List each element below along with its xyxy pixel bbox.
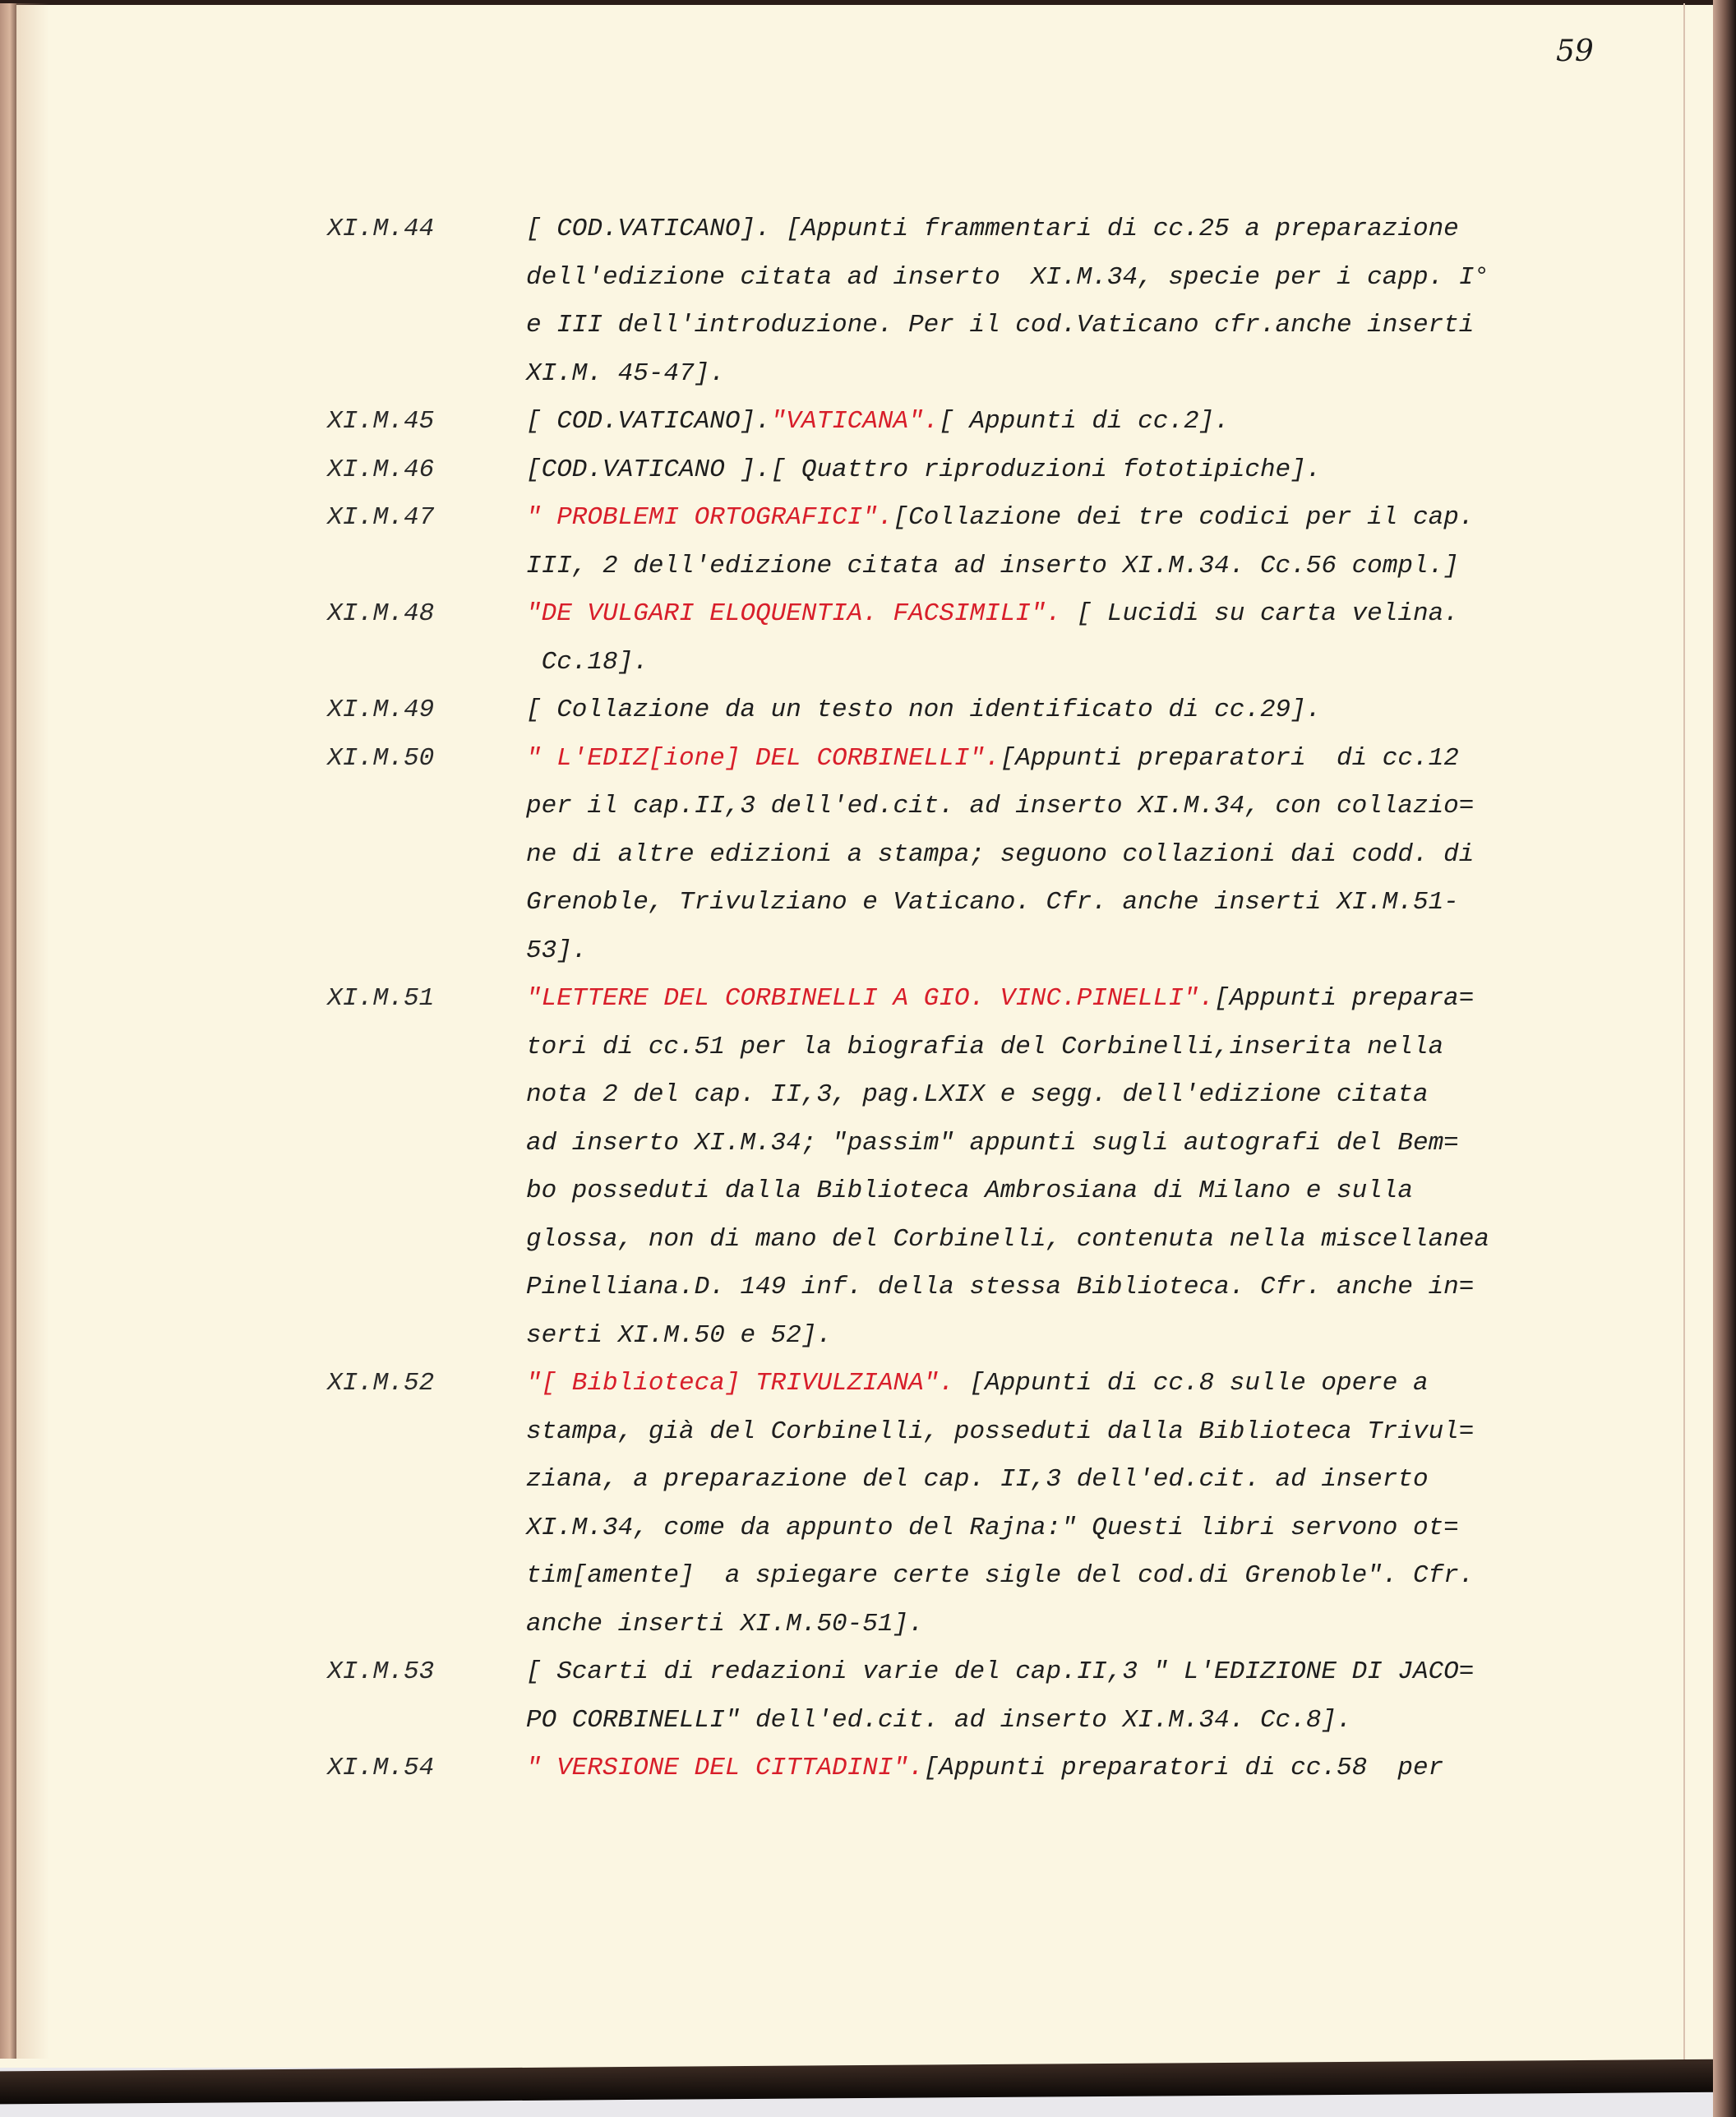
entry-description	[526, 1648, 1595, 1745]
entry-description	[526, 446, 1595, 495]
description-line	[526, 1216, 1595, 1264]
title-text-red: "VATICANA".	[770, 407, 940, 436]
body-text: [ Scarti di redazioni varie del cap.II,3 " L'EDIZIONE DI JACO=	[526, 1657, 1475, 1686]
description-line	[526, 686, 1595, 735]
entry-shelfmark: XI.M.49	[327, 696, 435, 724]
body-text: dell'edizione citata ad inserto XI.M.34, specie per i capp. I°	[526, 262, 1489, 292]
body-text: [ Appunti di cc.2].	[939, 407, 1230, 436]
entry-description	[526, 590, 1595, 686]
inventory-entry	[0, 975, 1736, 1360]
body-text: e III dell'introduzione. Per il cod.Vaticano cfr.anche inserti	[526, 311, 1475, 340]
body-text: ziana, a preparazione del cap. II,3 dell'ed.cit. ad inserto	[526, 1465, 1429, 1494]
description-line	[526, 1456, 1595, 1505]
body-text: nota 2 del cap. II,3, pag.LXIX e segg. dell'edizione citata	[526, 1080, 1429, 1109]
body-text: [Appunti prepara=	[1214, 984, 1475, 1013]
inventory-entry	[0, 590, 1736, 686]
inventory-entry	[0, 735, 1736, 976]
body-text: [Appunti preparatori di cc.12	[1000, 743, 1459, 773]
body-text: serti XI.M.50 e 52].	[526, 1320, 833, 1350]
entry-shelfmark: XI.M.46	[327, 455, 435, 484]
entry-shelfmark: XI.M.50	[327, 743, 435, 773]
title-text-red: " VERSIONE DEL CITTADINI".	[526, 1754, 924, 1782]
body-text: [ COD.VATICANO]. [Appunti frammentari di cc.25 a preparazione	[526, 215, 1459, 243]
description-line	[526, 1505, 1595, 1553]
description-line	[526, 1312, 1595, 1361]
body-text: tori di cc.51 per la biografia del Corbinelli,inserita nella	[526, 1032, 1444, 1061]
entry-description	[526, 206, 1595, 398]
body-text: [ Lucidi su carta velina.	[1061, 599, 1459, 628]
entry-shelfmark: XI.M.54	[327, 1754, 435, 1782]
entry-shelfmark: XI.M.52	[327, 1369, 435, 1398]
description-line	[526, 975, 1595, 1024]
body-text: PO CORBINELLI" dell'ed.cit. ad inserto XI.M.34. Cc.8].	[526, 1705, 1352, 1735]
description-line	[526, 1745, 1595, 1793]
description-line	[526, 206, 1595, 254]
entry-shelfmark: XI.M.47	[327, 503, 435, 532]
inventory-entry	[0, 398, 1736, 446]
description-line	[526, 735, 1595, 783]
description-line	[526, 1697, 1595, 1745]
body-text: Cc.18].	[526, 647, 649, 677]
body-text: [COD.VATICANO ].[ Quattro riproduzioni fototipiche].	[526, 455, 1322, 484]
entry-shelfmark: XI.M.45	[327, 407, 435, 436]
title-text-red: "DE VULGARI ELOQUENTIA. FACSIMILI".	[526, 599, 1062, 628]
description-line	[526, 1408, 1595, 1457]
description-line	[526, 1071, 1595, 1120]
description-line	[526, 831, 1595, 880]
body-text: per il cap.II,3 dell'ed.cit. ad inserto XI.M.34, con collazio=	[526, 792, 1475, 820]
inventory-entries	[0, 206, 1736, 1793]
body-text: III, 2 dell'edizione citata ad inserto XI.M.34. Cc.56 compl.]	[526, 551, 1459, 580]
entry-description	[526, 1360, 1595, 1648]
description-line	[526, 494, 1595, 543]
inventory-entry	[0, 494, 1736, 590]
body-text: [Appunti preparatori di cc.58 per	[923, 1754, 1444, 1782]
entry-description	[526, 975, 1595, 1360]
body-text: ad inserto XI.M.34; "passim" appunti sugli autografi del Bem=	[526, 1128, 1459, 1158]
page-number: 59	[1556, 35, 1594, 68]
title-text-red: "LETTERE DEL CORBINELLI A GIO. VINC.PINELLI".	[526, 984, 1215, 1013]
body-text: glossa, non di mano del Corbinelli, contenuta nella miscellanea	[526, 1224, 1489, 1254]
entry-description	[526, 494, 1595, 590]
inventory-entry	[0, 686, 1736, 735]
entry-shelfmark: XI.M.51	[327, 984, 435, 1013]
page-top-edge	[0, 0, 1736, 5]
title-text-red: " PROBLEMI ORTOGRAFICI".	[526, 503, 893, 532]
book-right-edge	[1713, 0, 1736, 2117]
entry-shelfmark: XI.M.53	[327, 1657, 435, 1686]
body-text: [Collazione dei tre codici per il cap.	[893, 503, 1475, 532]
description-line	[526, 350, 1595, 399]
description-line	[526, 1167, 1595, 1216]
inventory-entry	[0, 1648, 1736, 1745]
body-text: anche inserti XI.M.50-51].	[526, 1609, 924, 1639]
description-line	[526, 783, 1595, 831]
description-line	[526, 1264, 1595, 1312]
description-line	[526, 1360, 1595, 1408]
inventory-entry	[0, 1360, 1736, 1648]
description-line	[526, 1601, 1595, 1649]
body-text: bo posseduti dalla Biblioteca Ambrosiana di Milano e sulla	[526, 1176, 1413, 1205]
description-line	[526, 446, 1595, 495]
entry-description	[526, 1745, 1595, 1793]
entry-shelfmark: XI.M.44	[327, 215, 435, 243]
body-text: 53].	[526, 936, 588, 965]
inventory-entry	[0, 1745, 1736, 1793]
body-text: [ Collazione da un testo non identificato di cc.29].	[526, 696, 1322, 724]
description-line	[526, 254, 1595, 303]
description-line	[526, 879, 1595, 927]
title-text-red: "[ Biblioteca] TRIVULZIANA".	[526, 1369, 954, 1398]
body-text: XI.M.34, come da appunto del Rajna:" Questi libri servono ot=	[526, 1513, 1459, 1542]
description-line	[526, 1648, 1595, 1697]
description-line	[526, 1120, 1595, 1168]
entry-description	[526, 686, 1595, 735]
body-text: [Appunti di cc.8 sulle opere a	[953, 1369, 1429, 1398]
inventory-entry	[0, 446, 1736, 495]
description-line	[526, 398, 1595, 446]
description-line	[526, 590, 1595, 639]
description-line	[526, 639, 1595, 687]
body-text: Pinelliana.D. 149 inf. della stessa Biblioteca. Cfr. anche in=	[526, 1273, 1475, 1301]
body-text: stampa, già del Corbinelli, posseduti dalla Biblioteca Trivul=	[526, 1417, 1475, 1446]
description-line	[526, 1552, 1595, 1601]
description-line	[526, 543, 1595, 591]
description-line	[526, 1024, 1595, 1072]
inventory-entry	[0, 206, 1736, 398]
body-text: Grenoble, Trivulziano e Vaticano. Cfr. anche inserti XI.M.51-	[526, 888, 1459, 917]
entry-shelfmark: XI.M.48	[327, 599, 435, 628]
entry-description	[526, 735, 1595, 976]
description-line	[526, 302, 1595, 350]
body-text: XI.M. 45-47].	[526, 358, 725, 388]
title-text-red: " L'EDIZ[ione] DEL CORBINELLI".	[526, 743, 1000, 773]
entry-description	[526, 398, 1595, 446]
body-text: tim[amente] a spiegare certe sigle del cod.di Grenoble". Cfr.	[526, 1561, 1475, 1590]
body-text: [ COD.VATICANO].	[526, 407, 771, 436]
body-text: ne di altre edizioni a stampa; seguono collazioni dai codd. di	[526, 839, 1475, 869]
description-line	[526, 927, 1595, 976]
